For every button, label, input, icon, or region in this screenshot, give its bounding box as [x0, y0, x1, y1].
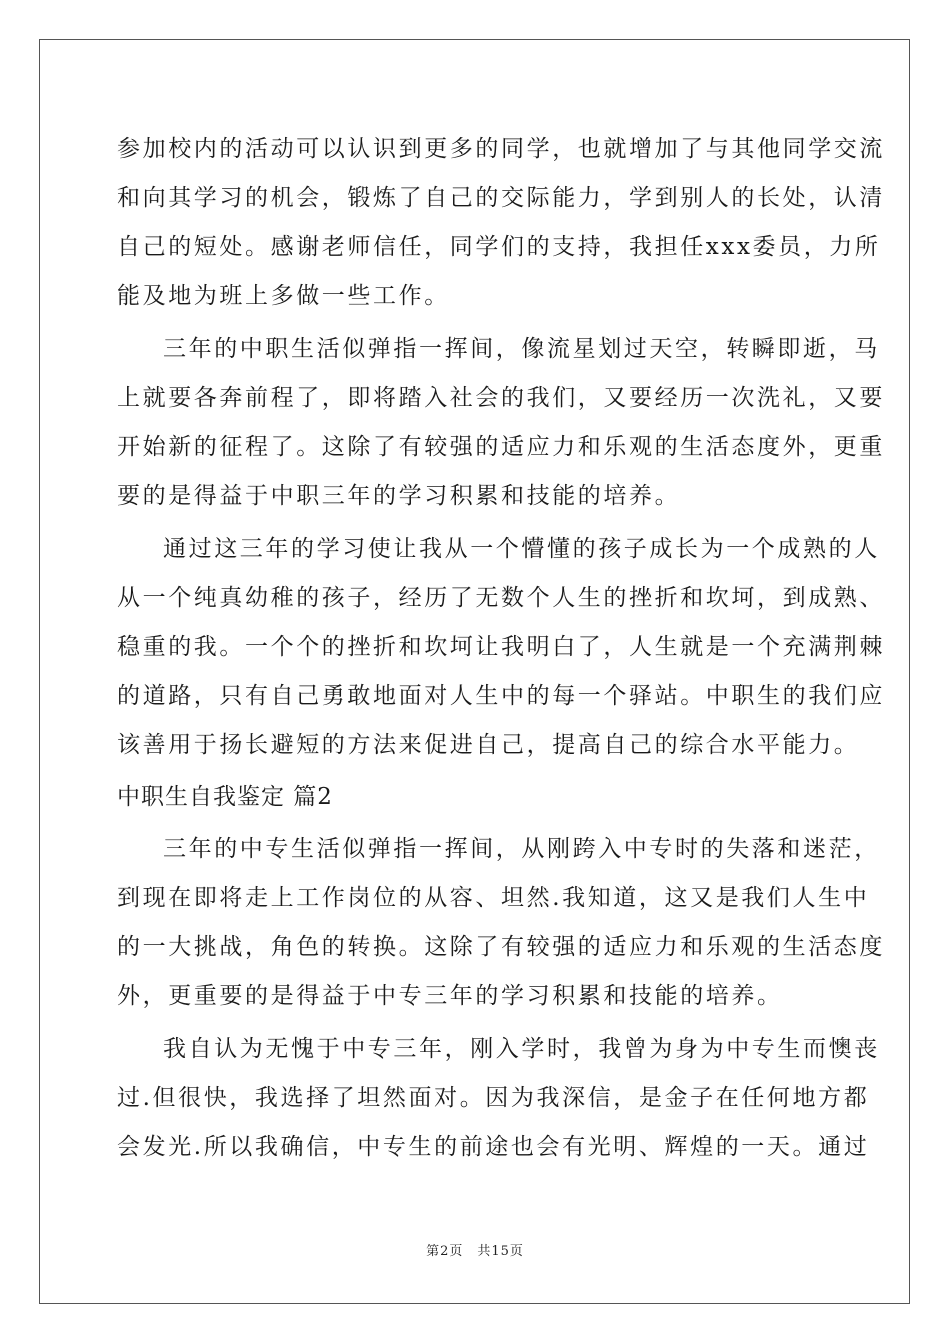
- page-footer: [0, 1243, 950, 1261]
- text-line: 要的是得益于中职三年的学习积累和技能的培养。: [117, 483, 681, 509]
- paragraph-first-line: 通过这三年的学习使让我从一个懵懂的孩子成长为一个成熟的人: [163, 536, 880, 562]
- text-line: 外，更重要的是得益于中专三年的学习积累和技能的培养。: [117, 983, 783, 1009]
- text-line: 的道路，只有自己勇敢地面对人生中的每一个驿站。中职生的我们应: [117, 683, 885, 709]
- text-line: 从一个纯真幼稚的孩子，经历了无数个人生的挫折和坎坷，到成熟、: [117, 585, 885, 611]
- text-line: 开始新的征程了。这除了有较强的适应力和乐观的生活态度外，更重: [117, 434, 885, 460]
- text-line: 到现在即将走上工作岗位的从容、坦然.我知道，这又是我们人生中: [117, 885, 870, 911]
- text-line: 该善用于扬长避短的方法来促进自己，提高自己的综合水平能力。: [117, 732, 860, 758]
- text-line: 能及地为班上多做一些工作。: [117, 283, 450, 309]
- text-line: 稳重的我。一个个的挫折和坎坷让我明白了，人生就是一个充满荆棘: [117, 634, 885, 660]
- paragraph-first-line: 我自认为无愧于中专三年，刚入学时，我曾为身为中专生而懊丧: [163, 1036, 880, 1062]
- page-number: 第2页: [426, 1244, 464, 1259]
- page-border: [39, 39, 910, 1304]
- paragraph-first-line: 三年的中职生活似弹指一挥间，像流星划过天空，转瞬即逝，马: [163, 336, 880, 362]
- text-line: 自己的短处。感谢老师信任，同学们的支持，我担任xxx委员，力所: [117, 234, 881, 260]
- paragraph-first-line: 三年的中专生活似弹指一挥间，从刚跨入中专时的失落和迷茫，: [163, 836, 880, 862]
- section-heading: 中职生自我鉴定 篇2: [117, 784, 333, 810]
- text-line: 的一大挑战，角色的转换。这除了有较强的适应力和乐观的生活态度: [117, 934, 885, 960]
- text-line: 上就要各奔前程了，即将踏入社会的我们，又要经历一次洗礼，又要: [117, 385, 885, 411]
- text-line: 和向其学习的机会，锻炼了自己的交际能力，学到别人的长处，认清: [117, 185, 885, 211]
- text-line: 会发光.所以我确信，中专生的前途也会有光明、辉煌的一天。通过: [117, 1134, 870, 1160]
- page-total: 共15页: [477, 1244, 524, 1259]
- text-line: 过.但很快，我选择了坦然面对。因为我深信，是金子在任何地方都: [117, 1085, 870, 1111]
- text-line: 参加校内的活动可以认识到更多的同学，也就增加了与其他同学交流: [117, 136, 885, 162]
